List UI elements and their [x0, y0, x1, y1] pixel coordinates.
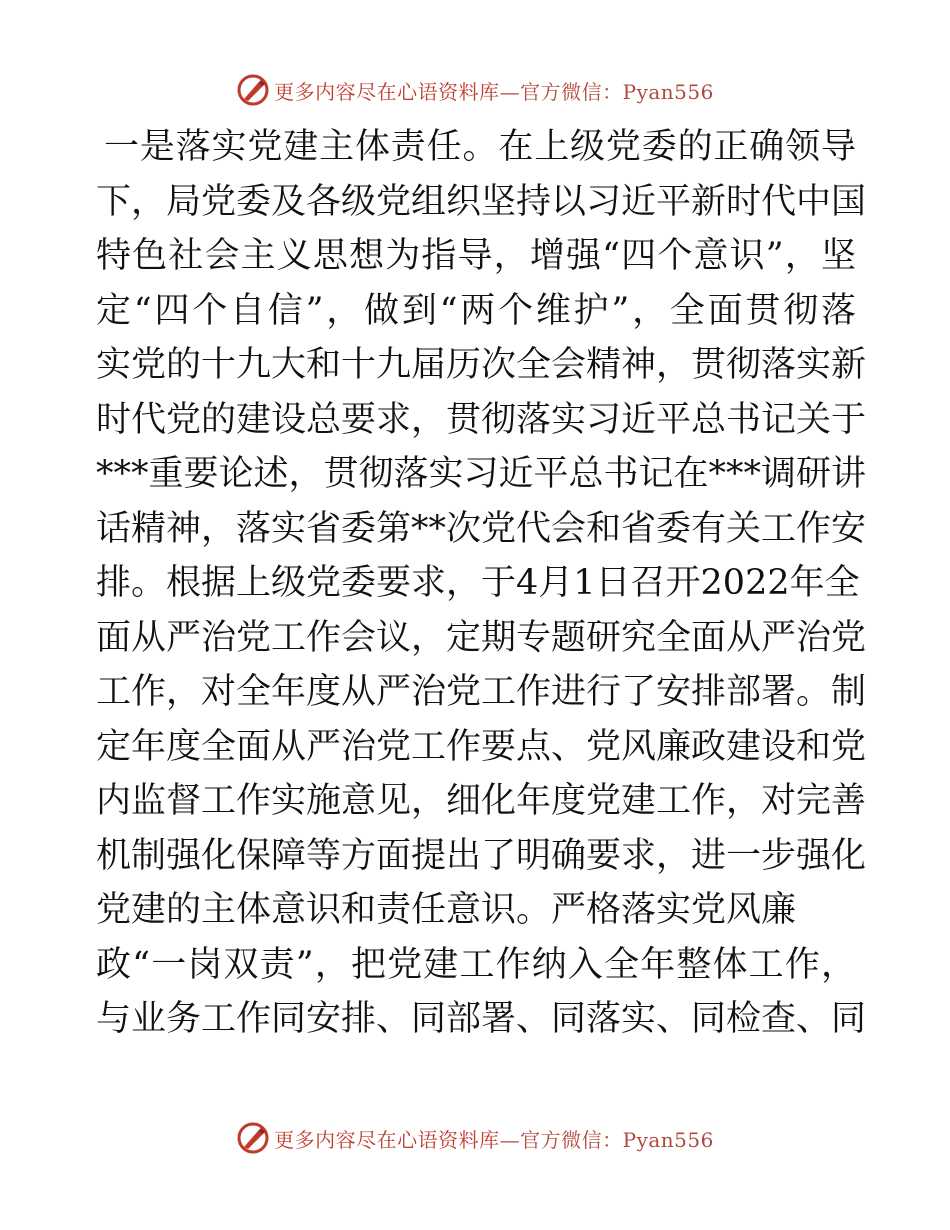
text-line: 内监督工作实施意见，细化年度党建工作，对完善 [96, 781, 867, 821]
text-line: 排。根据上级党委要求，于4月1日召开2022年全 [96, 563, 860, 603]
header-contact-text: —官方微信：Pyan556 [499, 79, 714, 104]
footer-contact-text: —官方微信：Pyan556 [499, 1127, 714, 1152]
pen-logo-icon [236, 1121, 270, 1155]
text-line: ***重要论述，贯彻落实习近平总书记在***调研讲 [96, 454, 867, 494]
header-brand-text: 更多内容尽在心语资料库 [274, 79, 500, 104]
text-line: 政“一岗双责”，把党建工作纳入全年整体工作， [96, 944, 856, 985]
footer-brand-text: 更多内容尽在心语资料库 [274, 1127, 500, 1152]
text-line: 特色社会主义思想为指导，增强“四个意识”，坚 [96, 236, 856, 276]
text-line: 实党的十九大和十九届历次全会精神，贯彻落实新 [96, 345, 867, 385]
text-line: 话精神，落实省委第**次党代会和省委有关工作安 [96, 508, 867, 549]
text-line: 定“四个自信”，做到“两个维护”，全面贯彻落 [96, 290, 856, 331]
text-line: 下，局党委及各级党组织坚持以习近平新时代中国 [96, 181, 867, 222]
pen-logo-icon [236, 73, 270, 107]
body-paragraph [96, 120, 867, 1047]
text-line: 定年度全面从严治党工作要点、党风廉政建设和党 [96, 726, 867, 767]
text-line: 时代党的建设总要求，贯彻落实习近平总书记关于 [96, 399, 867, 440]
text-line: 机制强化保障等方面提出了明确要求，进一步强化 [96, 835, 867, 876]
text-line: 党建的主体意识和责任意识。严格落实党风廉 [96, 890, 797, 930]
text-line: 与业务工作同安排、同部署、同落实、同检查、同 [96, 999, 867, 1039]
footer-watermark [0, 1118, 950, 1158]
text-line: 一是落实党建主体责任。在上级党委的正确领导 [104, 127, 856, 167]
text-line: 工作，对全年度从严治党工作进行了安排部署。制 [96, 672, 867, 712]
header-watermark [0, 70, 950, 110]
text-line: 面从严治党工作会议，定期专题研究全面从严治党 [96, 617, 867, 658]
